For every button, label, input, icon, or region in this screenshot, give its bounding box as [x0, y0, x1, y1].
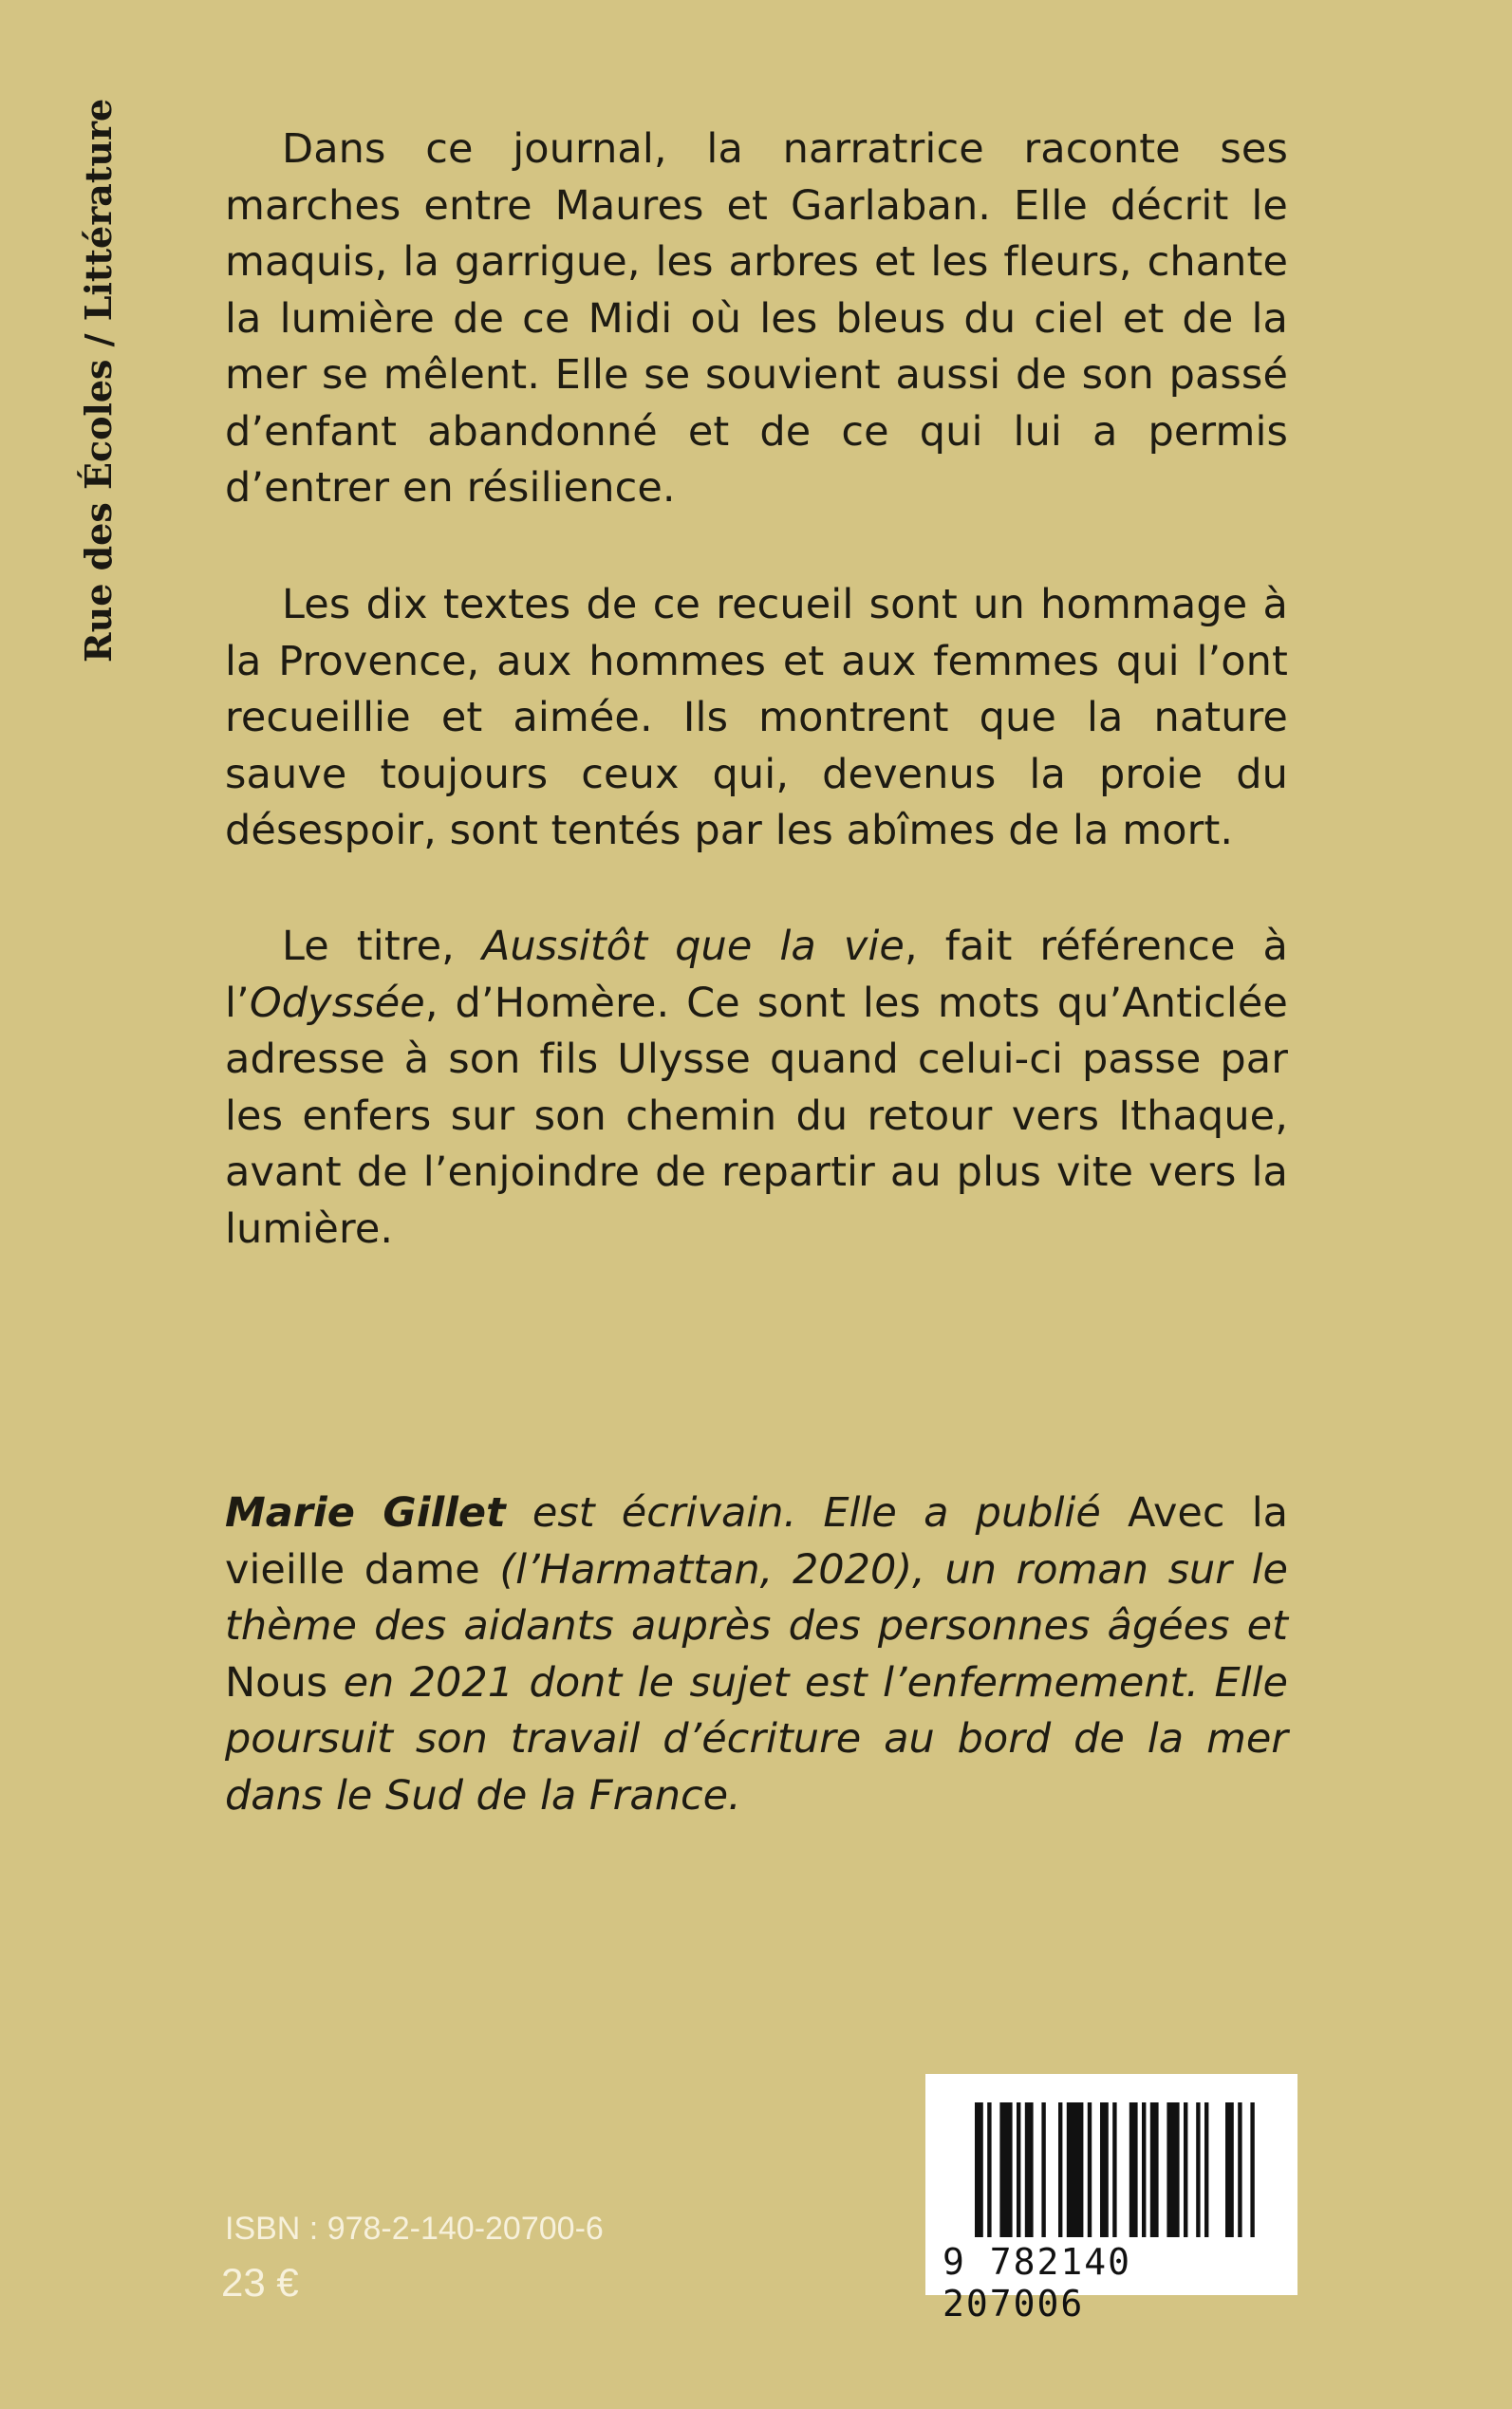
barcode-bar [1150, 2102, 1159, 2237]
author-name: Marie Gillet [225, 1489, 506, 1537]
blurb-paragraph-1-text: Dans ce journal, la narratrice raconte ses marches entre Maures et Garlaban. Elle décrit le maquis, la garrigue, les arbres et les fleurs, chante la lumière de ce Midi où les bleus du ciel et de la mer se mêlent. Elle se souvient aussi de son passé d’enfant abandonné et de ce qui lui a permis d’entrer en résilience. [225, 125, 1288, 512]
barcode-bar [1041, 2102, 1045, 2237]
author-bio [225, 1485, 1288, 1824]
barcode-bar [1204, 2102, 1208, 2237]
barcode-bar [1067, 2102, 1084, 2237]
bio-text-1: est écrivain. Elle a publié [505, 1489, 1129, 1537]
barcode-bar [1238, 2102, 1241, 2237]
p3-text-b: , fait référence à l’ [225, 923, 1288, 1027]
blurb-paragraph-2-text: Les dix textes de ce recueil sont un hommage à la Provence, aux hommes et aux femmes qui l’ont recueillie et aimée. Ils montrent que la nature sauve toujours ceux qui, devenus la proie du désespoir, sont tentés par les abîmes de la mort. [225, 581, 1288, 854]
barcode-bar [1167, 2102, 1179, 2237]
blurb-paragraph-1 [225, 121, 1288, 517]
barcode-bar [987, 2102, 991, 2237]
barcode [925, 2074, 1297, 2325]
blurb-paragraph-2 [225, 577, 1288, 860]
barcode-bar [1225, 2102, 1234, 2237]
barcode-bar [1058, 2102, 1062, 2237]
barcode-bar [1184, 2102, 1187, 2237]
p3-text-c: , d’Homère. Ce sont les mots qu’Anticlée adresse à son fils Ulysse quand celui-ci passe par les enfers sur son chemin du retour vers Ithaque, avant de l’enjoindre de repartir au plus vite vers la lumière. [225, 979, 1288, 1253]
barcode-bar [1250, 2102, 1254, 2237]
barcode-digits: 9 782140 207006 [943, 2241, 1132, 2325]
barcode-bar [1142, 2102, 1146, 2237]
p3-text-a: Le titre, [282, 923, 482, 970]
bio-text-3: en 2021 dont le sujet est l’enfermement. Elle poursuit son travail d’écriture au bord de la mer dans le Sud de la France. [225, 1658, 1288, 1820]
barcode-bar [1088, 2102, 1092, 2237]
price-label: 23 € [221, 2260, 299, 2305]
bio-book-1: Avec la vieille dame [225, 1489, 1288, 1594]
barcode-bar [1025, 2102, 1034, 2237]
barcode-bar [1112, 2102, 1116, 2237]
barcode-bar [1100, 2102, 1109, 2237]
spine-label: Rue des Écoles / Littérature [77, 98, 120, 663]
barcode-bar [1129, 2102, 1138, 2237]
isbn-label: ISBN : 978-2-140-20700-6 [225, 2211, 604, 2247]
bio-text-2: (l’Harmattan, 2020), un roman sur le thème des aidants auprès des personnes âgées et [225, 1545, 1288, 1650]
book-title: Aussitôt que la vie [481, 923, 905, 970]
barcode-bar [1196, 2102, 1200, 2237]
work-title: Odyssée [249, 979, 425, 1027]
barcode-bar [975, 2102, 983, 2237]
bio-book-2: Nous [225, 1658, 328, 1707]
barcode-bar [1017, 2102, 1020, 2237]
barcode-bar [999, 2102, 1012, 2237]
blurb-paragraph-3 [225, 919, 1288, 1258]
